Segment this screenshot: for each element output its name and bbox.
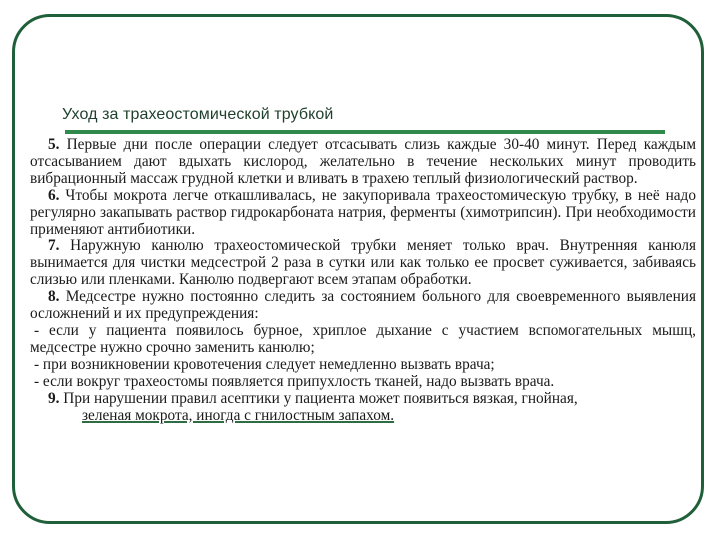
bullet-item: - при возникновении кровотечения следует немедленно вызвать врача; [34,355,495,373]
bullet-item: - если вокруг трахеостомы появляется припухлость тканей, надо вызвать врача. [34,372,555,390]
item-number: 7. [48,237,60,255]
paragraph-5 [30,137,696,188]
paragraph-8 [30,289,696,323]
item-text: Наружную канюлю трахеостомической трубки меняет только врач. Внутренняя канюля вынимается для чистки медсестрой 2 раза в сутки или как только ее просвет суживается, забиваясь слизью или пленками. Канюлю подвергают всем этапам обработки. [30,237,696,289]
item-number: 8. [48,288,60,306]
item-text-continuation: зеленая мокрота, иногда с гнилостным запахом. [82,406,395,424]
slide-body [30,137,696,424]
slide-title: Уход за трахеостомической трубкой [62,106,334,123]
item-text: Медсестре нужно постоянно следить за состоянием больного для своевременного выявления осложнений и их предупреждения: [30,288,696,323]
item-number: 5. [48,136,60,153]
paragraph-6 [30,188,696,239]
title-underline [65,130,665,134]
bullet-item: - если у пациента появилось бурное, хриплое дыхание с участием вспомогательных мышц, медсестре нужно срочно заменить канюлю; [30,321,696,356]
item-number: 9. [48,389,60,407]
item-text: Первые дни после операции следует отсасывать слизь каждые 30-40 минут. Перед каждым отсасыванием дают вдыхать кислород, желательно в течение нескольких минут проводить вибрационный массаж грудной клетки и вливать в трахею теплый физиологический раствор. [30,136,696,187]
item-text: Чтобы мокрота легче откашливалась, не закупоривала трахеостомическую трубку, в неё надо регулярно закапывать раствор гидрокарбоната натрия, ферменты (химотрипсин). При необходимости применяют антибиотики. [30,186,696,238]
item-text: При нарушении правил асептики у пациента может появиться вязкая, гнойная, [59,389,578,407]
paragraph-7 [30,238,696,289]
item-number: 6. [48,186,60,204]
paragraph-9 [30,391,696,425]
